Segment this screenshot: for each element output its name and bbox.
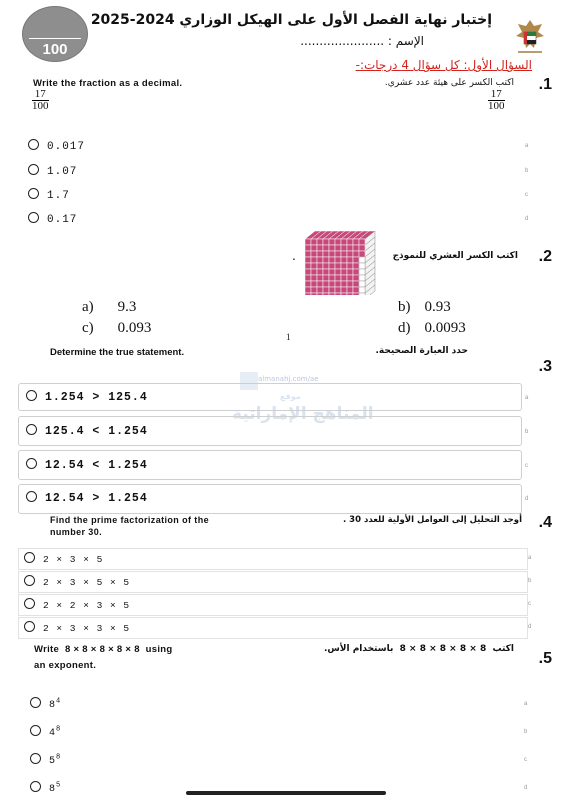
grid-shaded-square — [305, 239, 311, 245]
grid-shaded-square — [335, 245, 341, 251]
option-letter: b — [525, 168, 529, 174]
q3-option-b[interactable]: 125.4 < 1.254 — [26, 424, 148, 438]
grid-shaded-square — [341, 263, 347, 269]
grid-shaded-square — [305, 269, 311, 275]
radio-button[interactable] — [24, 621, 35, 632]
question-4-number: .4 — [538, 514, 552, 531]
grid-shaded-square — [341, 239, 347, 245]
grid-shaded-square — [323, 263, 329, 269]
question-1-fraction-en: $\frac{17}{100}$ — [32, 88, 49, 112]
q2-option-c[interactable]: c) 0.093 — [82, 320, 152, 336]
question-1-text-en: Write the fraction as a decimal. — [33, 78, 183, 89]
grid-shaded-square — [323, 245, 329, 251]
option-letter: c — [528, 601, 531, 607]
grid-shaded-square — [347, 245, 353, 251]
watermark-url: almanahj.com/ae — [258, 375, 319, 383]
grid-empty-square — [359, 269, 365, 275]
q1-option-a[interactable]: 0.017 — [28, 139, 85, 153]
grid-shaded-square — [317, 293, 323, 295]
grid-shaded-square — [341, 293, 347, 295]
option-letter: a — [528, 555, 532, 561]
grid-shaded-square — [347, 269, 353, 275]
option-letter: c — [524, 757, 527, 763]
option-letter: c — [525, 192, 528, 198]
grid-empty-square — [359, 257, 365, 263]
grid-shaded-square — [317, 281, 323, 287]
question-3-text-ar: حدد العبارة الصحيحة. — [375, 346, 468, 356]
grid-empty-square — [359, 275, 365, 281]
grid-shaded-square — [323, 239, 329, 245]
grid-shaded-square — [353, 263, 359, 269]
grid-shaded-square — [329, 245, 335, 251]
grid-shaded-square — [335, 269, 341, 275]
grid-shaded-square — [347, 263, 353, 269]
grid-shaded-square — [329, 239, 335, 245]
grid-shaded-square — [317, 263, 323, 269]
question-5-text-en-line1: Write 8 × 8 × 8 × 8 × 8 using — [34, 644, 173, 655]
grid-shaded-square — [311, 293, 317, 295]
q4-option-a[interactable]: 2 × 3 × 5 — [24, 552, 103, 565]
name-field-label: الإسم : ...................... — [300, 34, 424, 48]
grid-shaded-square — [347, 251, 353, 257]
question-5-text-ar: اكتب 8 × 8 × 8 × 8 × 8 باستخدام الأس. — [323, 644, 514, 654]
grid-shaded-square — [341, 257, 347, 263]
grid-empty-square — [359, 281, 365, 287]
home-indicator — [186, 791, 386, 795]
grid-shaded-square — [305, 263, 311, 269]
watermark-title: المناهج الإماراتية — [232, 404, 374, 424]
q3-option-a[interactable]: 1.254 > 125.4 — [26, 390, 148, 404]
grid-shaded-square — [317, 251, 323, 257]
grid-shaded-square — [305, 257, 311, 263]
question-4-text-en-line1: Find the prime factorization of the — [50, 515, 210, 525]
decimal-model-grid — [305, 229, 395, 295]
radio-button[interactable] — [28, 188, 39, 199]
question-1-number: .1 — [538, 76, 552, 93]
grid-shaded-square — [329, 287, 335, 293]
grid-shaded-square — [353, 239, 359, 245]
watermark-text: موقع — [280, 392, 301, 401]
grid-shaded-square — [335, 287, 341, 293]
grid-shaded-square — [347, 287, 353, 293]
radio-button[interactable] — [26, 458, 37, 469]
grid-shaded-square — [311, 287, 317, 293]
option-letter: a — [525, 143, 529, 149]
radio-button[interactable] — [30, 753, 41, 764]
grid-shaded-square — [347, 281, 353, 287]
grid-empty-square — [359, 287, 365, 293]
grid-shaded-square — [347, 239, 353, 245]
grid-shaded-square — [335, 275, 341, 281]
question-2-number: .2 — [538, 248, 552, 265]
grid-shaded-square — [329, 293, 335, 295]
option-letter: d — [528, 624, 532, 630]
radio-button[interactable] — [28, 164, 39, 175]
radio-button[interactable] — [30, 725, 41, 736]
q5-option-d[interactable]: $8^5$ — [30, 781, 61, 795]
grid-shaded-square — [317, 287, 323, 293]
grid-shaded-square — [353, 281, 359, 287]
score-value: 100 — [42, 41, 68, 58]
grid-shaded-square — [329, 269, 335, 275]
grid-shaded-square — [347, 257, 353, 263]
radio-button[interactable] — [30, 781, 41, 792]
grid-shaded-square — [317, 275, 323, 281]
option-letter: a — [524, 701, 528, 707]
grid-empty-square — [359, 263, 365, 269]
grid-empty-square — [359, 293, 365, 295]
grid-shaded-square — [311, 257, 317, 263]
grid-shaded-square — [305, 293, 311, 295]
grid-shaded-square — [305, 251, 311, 257]
option-letter: d — [524, 785, 528, 791]
grid-shaded-square — [347, 293, 353, 295]
grid-shaded-square — [335, 257, 341, 263]
bullet-dot: . — [292, 249, 296, 263]
q1-option-b[interactable]: 1.07 — [28, 164, 77, 178]
q2-option-d[interactable]: d) 0.0093 — [398, 320, 466, 336]
grid-shaded-square — [335, 281, 341, 287]
grid-shaded-square — [323, 287, 329, 293]
option-letter: a — [525, 395, 529, 401]
q4-option-c[interactable]: 2 × 2 × 3 × 5 — [24, 598, 130, 611]
radio-button[interactable] — [30, 697, 41, 708]
grid-shaded-square — [323, 251, 329, 257]
radio-button[interactable] — [24, 575, 35, 586]
q2-option-b[interactable]: b) 0.93 — [398, 299, 451, 315]
question-4-text-ar: أوجد التحليل إلى العوامل الأولية للعدد 30 . — [342, 515, 522, 525]
question-3-text-en: Determine the true statement. — [50, 347, 185, 358]
grid-shaded-square — [323, 281, 329, 287]
q5-option-a[interactable]: $8^4$ — [30, 697, 61, 711]
uae-emblem-icon — [514, 18, 546, 58]
grid-shaded-square — [311, 281, 317, 287]
question-3-number: .3 — [538, 358, 552, 375]
q3-option-c[interactable]: 12.54 < 1.254 — [26, 458, 148, 472]
grid-shaded-square — [311, 263, 317, 269]
grid-shaded-square — [353, 293, 359, 295]
grid-shaded-square — [305, 287, 311, 293]
grid-shaded-square — [335, 239, 341, 245]
question-5-text-en-line2: an exponent. — [34, 660, 97, 671]
grid-shaded-square — [305, 281, 311, 287]
grid-shaded-square — [311, 239, 317, 245]
grid-shaded-square — [341, 245, 347, 251]
grid-shaded-square — [353, 269, 359, 275]
q5-option-c[interactable]: $5^8$ — [30, 753, 61, 767]
grid-shaded-square — [323, 269, 329, 275]
q4-option-d[interactable]: 2 × 3 × 3 × 5 — [24, 621, 130, 634]
option-letter: b — [528, 578, 532, 584]
grid-shaded-square — [341, 275, 347, 281]
q3-option-d[interactable]: 12.54 > 1.254 — [26, 491, 148, 505]
radio-button[interactable] — [24, 598, 35, 609]
option-letter: b — [524, 729, 528, 735]
grid-shaded-square — [353, 275, 359, 281]
question-4-text-en-line2: number 30. — [50, 527, 103, 537]
grid-shaded-square — [335, 293, 341, 295]
option-letter: d — [525, 496, 529, 502]
grid-shaded-square — [335, 263, 341, 269]
radio-button[interactable] — [28, 212, 39, 223]
option-letter: d — [525, 216, 529, 222]
section-heading: السؤال الأول: كل سؤال 4 درجات:- — [355, 58, 532, 72]
grid-shaded-square — [353, 287, 359, 293]
grid-shaded-square — [311, 251, 317, 257]
option-letter: c — [525, 463, 528, 469]
grid-shaded-square — [353, 257, 359, 263]
question-1-text-ar: اكتب الكسر على هيئة عدد عشري. — [384, 78, 514, 88]
grid-shaded-square — [329, 275, 335, 281]
question-2-text-ar: اكتب الكسر العشري للنموذج — [392, 251, 518, 261]
grid-shaded-square — [323, 275, 329, 281]
q4-option-b[interactable]: 2 × 3 × 5 × 5 — [24, 575, 130, 588]
radio-button[interactable] — [24, 552, 35, 563]
grid-shaded-square — [359, 251, 365, 257]
grid-shaded-square — [311, 269, 317, 275]
grid-shaded-square — [341, 281, 347, 287]
radio-button[interactable] — [26, 491, 37, 502]
grid-shaded-square — [329, 263, 335, 269]
grid-shaded-square — [317, 245, 323, 251]
grid-shaded-square — [305, 275, 311, 281]
radio-button[interactable] — [26, 424, 37, 435]
grid-shaded-square — [359, 239, 365, 245]
grid-shaded-square — [341, 269, 347, 275]
radio-button[interactable] — [26, 390, 37, 401]
grid-shaded-square — [335, 251, 341, 257]
grid-shaded-square — [347, 275, 353, 281]
grid-shaded-square — [353, 245, 359, 251]
grid-shaded-square — [305, 245, 311, 251]
grid-shaded-square — [329, 281, 335, 287]
q1-option-c[interactable]: 1.7 — [28, 188, 70, 202]
grid-shaded-square — [317, 269, 323, 275]
grid-shaded-square — [311, 275, 317, 281]
grid-shaded-square — [359, 245, 365, 251]
grid-shaded-square — [323, 257, 329, 263]
grid-shaded-square — [329, 257, 335, 263]
grid-shaded-square — [341, 251, 347, 257]
grid-shaded-square — [353, 251, 359, 257]
exam-title: إختبار نهاية الفصل الأول على الهيكل الوزاري 2024-2025 — [90, 12, 492, 28]
q1-option-d[interactable]: 0.17 — [28, 212, 77, 226]
question-1-fraction-ar: $\frac{17}{100}$ — [488, 88, 505, 112]
question-5-number: .5 — [538, 650, 552, 667]
grid-shaded-square — [311, 245, 317, 251]
page-marker: 1 — [286, 332, 291, 342]
q5-option-b[interactable]: $4^8$ — [30, 725, 61, 739]
grid-shaded-square — [317, 257, 323, 263]
grid-shaded-square — [329, 251, 335, 257]
grid-shaded-square — [341, 287, 347, 293]
option-letter: b — [525, 429, 529, 435]
grid-shaded-square — [317, 239, 323, 245]
q2-option-a[interactable]: a) 9.3 — [82, 299, 137, 315]
radio-button[interactable] — [28, 139, 39, 150]
score-badge — [22, 6, 88, 62]
grid-shaded-square — [323, 293, 329, 295]
